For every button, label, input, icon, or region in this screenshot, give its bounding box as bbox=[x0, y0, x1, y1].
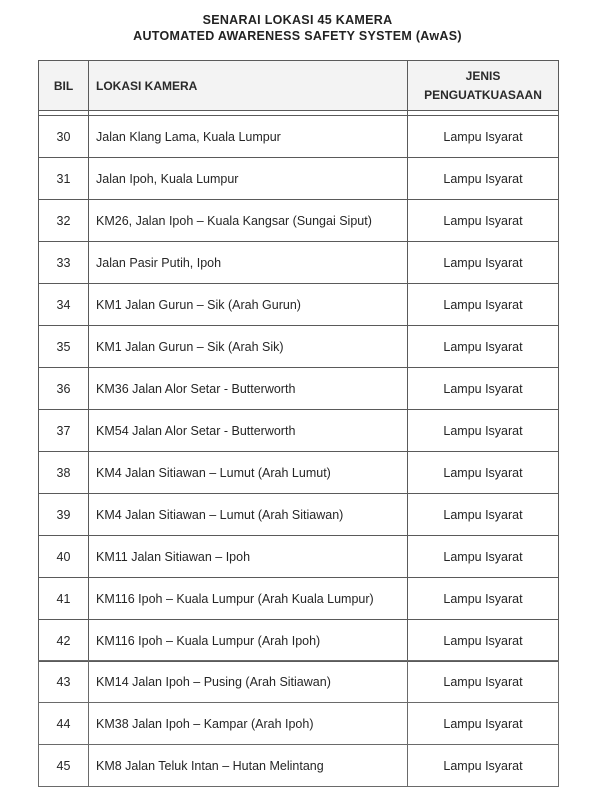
row-location: KM14 Jalan Ipoh – Pusing (Arah Sitiawan) bbox=[89, 661, 408, 703]
table-row bbox=[39, 368, 559, 410]
document-subtitle: AUTOMATED AWARENESS SAFETY SYSTEM (AwAS) bbox=[133, 29, 462, 43]
header-bil: BIL bbox=[39, 61, 89, 111]
row-location: KM8 Jalan Teluk Intan – Hutan Melintang bbox=[89, 745, 408, 787]
table-row bbox=[39, 410, 559, 452]
row-enforcement-type: Lampu Isyarat bbox=[408, 452, 559, 494]
row-number: 37 bbox=[39, 410, 89, 452]
table-row bbox=[39, 452, 559, 494]
table-row bbox=[39, 745, 559, 787]
row-enforcement-type: Lampu Isyarat bbox=[408, 116, 559, 158]
row-enforcement-type: Lampu Isyarat bbox=[408, 703, 559, 745]
row-number: 34 bbox=[39, 284, 89, 326]
row-number: 35 bbox=[39, 326, 89, 368]
table-row bbox=[39, 242, 559, 284]
row-enforcement-type: Lampu Isyarat bbox=[408, 494, 559, 536]
row-location: KM1 Jalan Gurun – Sik (Arah Gurun) bbox=[89, 284, 408, 326]
row-location: KM116 Ipoh – Kuala Lumpur (Arah Ipoh) bbox=[89, 620, 408, 662]
row-enforcement-type: Lampu Isyarat bbox=[408, 242, 559, 284]
row-enforcement-type: Lampu Isyarat bbox=[408, 158, 559, 200]
table-row bbox=[39, 200, 559, 242]
document-title: SENARAI LOKASI 45 KAMERA bbox=[202, 13, 393, 27]
row-number: 30 bbox=[39, 116, 89, 158]
row-enforcement-type: Lampu Isyarat bbox=[408, 284, 559, 326]
row-enforcement-type: Lampu Isyarat bbox=[408, 326, 559, 368]
row-location: Jalan Pasir Putih, Ipoh bbox=[89, 242, 408, 284]
row-number: 39 bbox=[39, 494, 89, 536]
table-row bbox=[39, 703, 559, 745]
table-row bbox=[39, 326, 559, 368]
row-number: 41 bbox=[39, 578, 89, 620]
row-number: 40 bbox=[39, 536, 89, 578]
header-location: LOKASI KAMERA bbox=[89, 61, 408, 111]
table-row bbox=[39, 536, 559, 578]
row-enforcement-type: Lampu Isyarat bbox=[408, 410, 559, 452]
row-number: 42 bbox=[39, 620, 89, 662]
table-row bbox=[39, 116, 559, 158]
table-row bbox=[39, 494, 559, 536]
row-enforcement-type: Lampu Isyarat bbox=[408, 745, 559, 787]
row-enforcement-type: Lampu Isyarat bbox=[408, 578, 559, 620]
header-enforcement-type-line-2: PENGUATKUASAAN bbox=[424, 87, 542, 102]
row-location: KM38 Jalan Ipoh – Kampar (Arah Ipoh) bbox=[89, 703, 408, 745]
row-number: 43 bbox=[39, 661, 89, 703]
row-location: KM116 Ipoh – Kuala Lumpur (Arah Kuala Lumpur) bbox=[89, 578, 408, 620]
row-location: KM4 Jalan Sitiawan – Lumut (Arah Sitiawan) bbox=[89, 494, 408, 536]
row-enforcement-type: Lampu Isyarat bbox=[408, 620, 559, 662]
row-location: Jalan Ipoh, Kuala Lumpur bbox=[89, 158, 408, 200]
camera-location-table-continued bbox=[38, 660, 559, 787]
header-enforcement-type bbox=[408, 61, 559, 111]
row-number: 32 bbox=[39, 200, 89, 242]
row-location: KM26, Jalan Ipoh – Kuala Kangsar (Sungai Siput) bbox=[89, 200, 408, 242]
row-location: KM54 Jalan Alor Setar - Butterworth bbox=[89, 410, 408, 452]
row-location: KM1 Jalan Gurun – Sik (Arah Sik) bbox=[89, 326, 408, 368]
row-number: 44 bbox=[39, 703, 89, 745]
row-location: KM11 Jalan Sitiawan – Ipoh bbox=[89, 536, 408, 578]
row-enforcement-type: Lampu Isyarat bbox=[408, 200, 559, 242]
row-enforcement-type: Lampu Isyarat bbox=[408, 368, 559, 410]
row-number: 33 bbox=[39, 242, 89, 284]
row-number: 31 bbox=[39, 158, 89, 200]
row-location: KM36 Jalan Alor Setar - Butterworth bbox=[89, 368, 408, 410]
table-header-row bbox=[39, 61, 559, 111]
camera-location-table bbox=[38, 60, 559, 662]
row-number: 38 bbox=[39, 452, 89, 494]
row-location: KM4 Jalan Sitiawan – Lumut (Arah Lumut) bbox=[89, 452, 408, 494]
table-row bbox=[39, 158, 559, 200]
row-number: 36 bbox=[39, 368, 89, 410]
row-enforcement-type: Lampu Isyarat bbox=[408, 536, 559, 578]
row-location: Jalan Klang Lama, Kuala Lumpur bbox=[89, 116, 408, 158]
row-enforcement-type: Lampu Isyarat bbox=[408, 661, 559, 703]
row-number: 45 bbox=[39, 745, 89, 787]
table-row bbox=[39, 620, 559, 662]
header-enforcement-type-line-1: JENIS bbox=[465, 68, 501, 83]
table-row bbox=[39, 578, 559, 620]
table-row bbox=[39, 284, 559, 326]
table-row bbox=[39, 661, 559, 703]
